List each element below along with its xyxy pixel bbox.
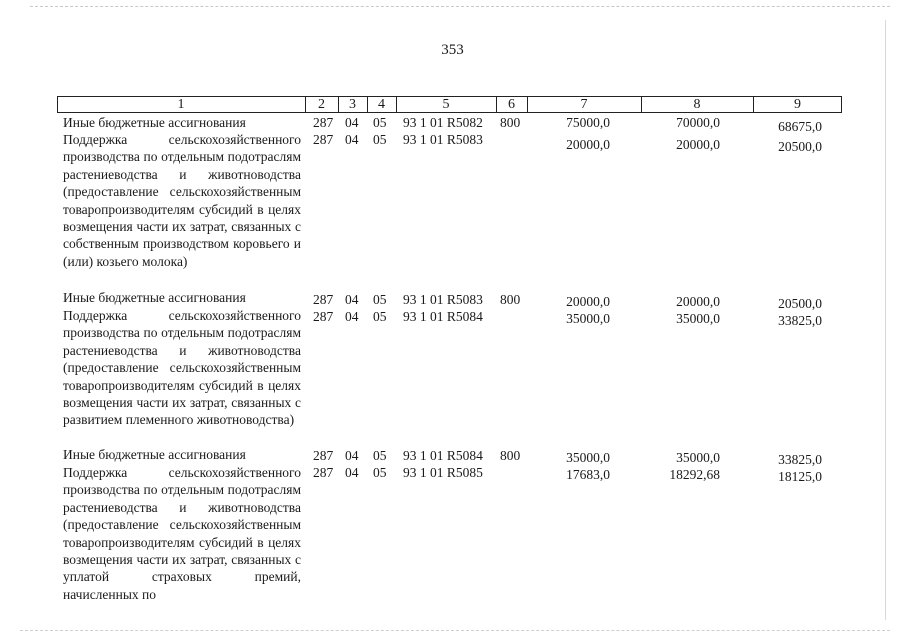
cell-c7: 75000,0 bbox=[566, 115, 610, 130]
column-header: 8 bbox=[693, 97, 701, 112]
row-description: Иные бюджетные ассигнования bbox=[63, 290, 246, 305]
cell-c2: 287 bbox=[313, 292, 334, 307]
cell-c7: 20000,0 bbox=[566, 294, 610, 309]
cell-c3: 04 bbox=[345, 115, 359, 130]
cell-c5: 93 1 01 R5082 bbox=[403, 115, 483, 130]
cell-c3: 04 bbox=[345, 465, 359, 480]
cell-c4: 05 bbox=[373, 115, 387, 130]
page-number: 353 bbox=[441, 42, 464, 58]
cell-c8: 20000,0 bbox=[676, 137, 720, 152]
column-header: 7 bbox=[580, 97, 588, 112]
cell-c7: 17683,0 bbox=[566, 467, 610, 482]
row-description: Поддержка сельскохозяйственного производства по отдельным подотраслям растениеводства и животноводства (предоставление сельскохозяйственным товаропроизводителям субсидий в целях возмещения части их затрат, связанных с собственным производством коровьего и (или) козьего молока) bbox=[63, 132, 301, 269]
cell-c9: 68675,0 bbox=[778, 119, 822, 134]
row-description: Поддержка сельскохозяйственного производства по отдельным подотраслям растениеводства и животноводства (предоставление сельскохозяйственным товаропроизводителям субсидий в целях возмещения части их затрат, связанных с уплатой страховых премий, начисленных по bbox=[63, 465, 301, 602]
cell-c3: 04 bbox=[345, 448, 359, 463]
scan-edge-right bbox=[885, 20, 887, 620]
column-header: 3 bbox=[349, 97, 356, 112]
cell-c7: 20000,0 bbox=[566, 137, 610, 152]
column-header: 2 bbox=[318, 97, 325, 112]
cell-c8: 70000,0 bbox=[676, 115, 720, 130]
cell-c2: 287 bbox=[313, 309, 334, 324]
cell-c7: 35000,0 bbox=[566, 311, 610, 326]
cell-c5: 93 1 01 R5085 bbox=[403, 465, 483, 480]
cell-c6: 800 bbox=[500, 448, 521, 463]
cell-c2: 287 bbox=[313, 132, 334, 147]
cell-c9: 18125,0 bbox=[778, 469, 822, 484]
cell-c4: 05 bbox=[373, 465, 387, 480]
cell-c8: 20000,0 bbox=[676, 294, 720, 309]
cell-c3: 04 bbox=[345, 309, 359, 324]
column-header: 1 bbox=[177, 97, 185, 112]
cell-c2: 287 bbox=[313, 115, 334, 130]
cell-c4: 05 bbox=[373, 309, 387, 324]
column-header: 9 bbox=[794, 97, 801, 112]
cell-c9: 20500,0 bbox=[778, 139, 822, 154]
cell-c2: 287 bbox=[313, 448, 334, 463]
cell-c7: 35000,0 bbox=[566, 450, 610, 465]
cell-c8: 35000,0 bbox=[676, 450, 720, 465]
cell-c5: 93 1 01 R5083 bbox=[403, 132, 483, 147]
cell-c6: 800 bbox=[500, 115, 521, 130]
cell-c4: 05 bbox=[373, 292, 387, 307]
cell-c9: 33825,0 bbox=[778, 452, 822, 467]
column-header: 5 bbox=[442, 97, 450, 112]
cell-c9: 20500,0 bbox=[778, 296, 822, 311]
cell-c8: 18292,68 bbox=[669, 467, 720, 482]
cell-c5: 93 1 01 R5084 bbox=[403, 448, 483, 463]
cell-c9: 33825,0 bbox=[778, 313, 822, 328]
row-description: Иные бюджетные ассигнования bbox=[63, 447, 246, 462]
scan-edge-top bbox=[30, 6, 890, 8]
cell-c6: 800 bbox=[500, 292, 521, 307]
cell-c5: 93 1 01 R5084 bbox=[403, 309, 483, 324]
cell-c5: 93 1 01 R5083 bbox=[403, 292, 483, 307]
cell-c4: 05 bbox=[373, 132, 387, 147]
cell-c3: 04 bbox=[345, 132, 359, 147]
row-description: Поддержка сельскохозяйственного производства по отдельным подотраслям растениеводства и животноводства (предоставление сельскохозяйственным товаропроизводителям субсидий в целях возмещения части их затрат, связанных с развитием племенного животноводства) bbox=[63, 308, 301, 428]
row-description: Иные бюджетные ассигнования bbox=[63, 115, 246, 130]
column-header: 6 bbox=[508, 97, 515, 112]
cell-c3: 04 bbox=[345, 292, 359, 307]
cell-c4: 05 bbox=[373, 448, 387, 463]
cell-c8: 35000,0 bbox=[676, 311, 720, 326]
cell-c2: 287 bbox=[313, 465, 334, 480]
scan-edge-bottom bbox=[20, 630, 890, 632]
column-header: 4 bbox=[378, 97, 385, 112]
